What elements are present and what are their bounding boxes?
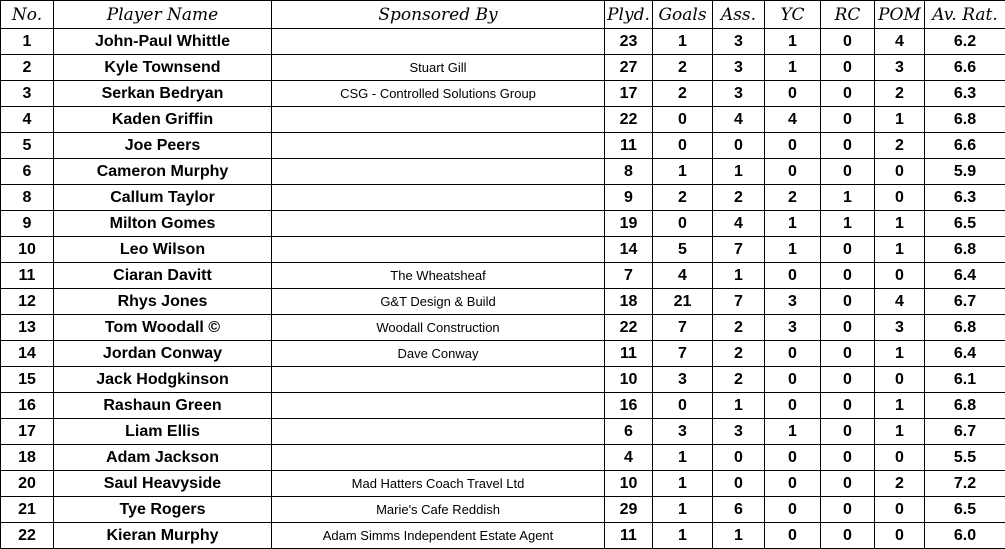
cell-goals: 7: [653, 341, 713, 367]
cell-player-name: Tom Woodall ©: [54, 315, 272, 341]
table-row: [1, 393, 1005, 419]
cell-goals: 1: [653, 523, 713, 549]
cell-player-of-match: 2: [875, 81, 925, 107]
cell-player-of-match: 1: [875, 211, 925, 237]
cell-number: 2: [1, 55, 54, 81]
cell-sponsor: [272, 107, 605, 133]
cell-average-rating: 6.8: [925, 107, 1005, 133]
cell-red-cards: 0: [821, 55, 875, 81]
table-row: [1, 29, 1005, 55]
cell-player-of-match: 4: [875, 29, 925, 55]
cell-yellow-cards: 0: [765, 81, 821, 107]
cell-red-cards: 0: [821, 263, 875, 289]
table-row: [1, 185, 1005, 211]
cell-sponsor: Woodall Construction: [272, 315, 605, 341]
table-body: [1, 29, 1005, 549]
header-no: No.: [1, 1, 54, 29]
cell-player-of-match: 3: [875, 55, 925, 81]
cell-number: 5: [1, 133, 54, 159]
cell-player-of-match: 1: [875, 393, 925, 419]
cell-yellow-cards: 4: [765, 107, 821, 133]
cell-yellow-cards: 0: [765, 133, 821, 159]
cell-assists: 1: [713, 393, 765, 419]
cell-sponsor: CSG - Controlled Solutions Group: [272, 81, 605, 107]
cell-assists: 1: [713, 263, 765, 289]
table-row: [1, 497, 1005, 523]
cell-red-cards: 1: [821, 211, 875, 237]
cell-player-name: Jordan Conway: [54, 341, 272, 367]
cell-played: 27: [605, 55, 653, 81]
cell-yellow-cards: 3: [765, 315, 821, 341]
cell-red-cards: 0: [821, 289, 875, 315]
cell-player-of-match: 2: [875, 133, 925, 159]
cell-player-name: Milton Gomes: [54, 211, 272, 237]
cell-sponsor: [272, 29, 605, 55]
cell-number: 21: [1, 497, 54, 523]
cell-red-cards: 0: [821, 445, 875, 471]
cell-number: 14: [1, 341, 54, 367]
cell-red-cards: 0: [821, 81, 875, 107]
cell-player-name: Liam Ellis: [54, 419, 272, 445]
cell-sponsor: Stuart Gill: [272, 55, 605, 81]
cell-red-cards: 0: [821, 29, 875, 55]
cell-red-cards: 0: [821, 497, 875, 523]
cell-assists: 3: [713, 419, 765, 445]
cell-yellow-cards: 0: [765, 471, 821, 497]
cell-average-rating: 6.2: [925, 29, 1005, 55]
header-sponsored-by: Sponsored By: [272, 1, 605, 29]
header-player-name: Player Name: [54, 1, 272, 29]
cell-sponsor: [272, 211, 605, 237]
cell-number: 22: [1, 523, 54, 549]
cell-number: 9: [1, 211, 54, 237]
cell-average-rating: 6.3: [925, 81, 1005, 107]
cell-average-rating: 6.8: [925, 237, 1005, 263]
cell-player-name: Adam Jackson: [54, 445, 272, 471]
cell-played: 10: [605, 367, 653, 393]
cell-assists: 0: [713, 471, 765, 497]
table-row: [1, 159, 1005, 185]
cell-player-name: Cameron Murphy: [54, 159, 272, 185]
cell-goals: 1: [653, 497, 713, 523]
cell-assists: 0: [713, 133, 765, 159]
cell-assists: 3: [713, 55, 765, 81]
cell-number: 12: [1, 289, 54, 315]
cell-sponsor: [272, 185, 605, 211]
cell-number: 17: [1, 419, 54, 445]
cell-player-of-match: 1: [875, 107, 925, 133]
cell-player-of-match: 2: [875, 471, 925, 497]
cell-yellow-cards: 2: [765, 185, 821, 211]
cell-player-of-match: 3: [875, 315, 925, 341]
cell-average-rating: 6.1: [925, 367, 1005, 393]
cell-average-rating: 6.8: [925, 315, 1005, 341]
cell-goals: 2: [653, 55, 713, 81]
cell-player-name: Tye Rogers: [54, 497, 272, 523]
table-row: [1, 523, 1005, 549]
cell-yellow-cards: 0: [765, 523, 821, 549]
cell-played: 11: [605, 341, 653, 367]
cell-average-rating: 6.7: [925, 419, 1005, 445]
cell-average-rating: 6.6: [925, 133, 1005, 159]
cell-sponsor: [272, 133, 605, 159]
cell-red-cards: 0: [821, 367, 875, 393]
cell-sponsor: [272, 237, 605, 263]
cell-average-rating: 5.9: [925, 159, 1005, 185]
cell-sponsor: The Wheatsheaf: [272, 263, 605, 289]
cell-player-name: Jack Hodgkinson: [54, 367, 272, 393]
table-row: [1, 289, 1005, 315]
table-row: [1, 341, 1005, 367]
cell-played: 6: [605, 419, 653, 445]
header-yellow-cards: YC: [765, 1, 821, 29]
cell-yellow-cards: 0: [765, 367, 821, 393]
cell-red-cards: 0: [821, 107, 875, 133]
cell-number: 1: [1, 29, 54, 55]
cell-played: 4: [605, 445, 653, 471]
cell-player-name: Rashaun Green: [54, 393, 272, 419]
cell-red-cards: 0: [821, 523, 875, 549]
cell-played: 7: [605, 263, 653, 289]
cell-goals: 0: [653, 211, 713, 237]
cell-number: 3: [1, 81, 54, 107]
cell-player-of-match: 0: [875, 523, 925, 549]
cell-red-cards: 0: [821, 471, 875, 497]
cell-player-name: Serkan Bedryan: [54, 81, 272, 107]
cell-average-rating: 6.5: [925, 211, 1005, 237]
cell-yellow-cards: 1: [765, 211, 821, 237]
cell-player-name: Callum Taylor: [54, 185, 272, 211]
cell-player-name: Saul Heavyside: [54, 471, 272, 497]
cell-sponsor: Dave Conway: [272, 341, 605, 367]
cell-player-name: Rhys Jones: [54, 289, 272, 315]
cell-number: 6: [1, 159, 54, 185]
cell-player-of-match: 0: [875, 367, 925, 393]
cell-sponsor: Mad Hatters Coach Travel Ltd: [272, 471, 605, 497]
cell-assists: 0: [713, 445, 765, 471]
cell-red-cards: 0: [821, 159, 875, 185]
cell-average-rating: 5.5: [925, 445, 1005, 471]
cell-number: 11: [1, 263, 54, 289]
cell-goals: 3: [653, 419, 713, 445]
header-goals: Goals: [653, 1, 713, 29]
cell-average-rating: 6.3: [925, 185, 1005, 211]
cell-played: 16: [605, 393, 653, 419]
cell-player-name: Kaden Griffin: [54, 107, 272, 133]
table-row: [1, 107, 1005, 133]
cell-sponsor: [272, 445, 605, 471]
cell-number: 4: [1, 107, 54, 133]
cell-assists: 6: [713, 497, 765, 523]
header-played: Plyd.: [605, 1, 653, 29]
cell-goals: 2: [653, 81, 713, 107]
table-row: [1, 263, 1005, 289]
table-row: [1, 315, 1005, 341]
cell-player-name: Joe Peers: [54, 133, 272, 159]
cell-played: 29: [605, 497, 653, 523]
cell-played: 18: [605, 289, 653, 315]
cell-sponsor: [272, 367, 605, 393]
cell-red-cards: 0: [821, 341, 875, 367]
cell-assists: 4: [713, 211, 765, 237]
table-row: [1, 237, 1005, 263]
cell-average-rating: 6.0: [925, 523, 1005, 549]
table-row: [1, 445, 1005, 471]
cell-average-rating: 6.7: [925, 289, 1005, 315]
table-row: [1, 133, 1005, 159]
cell-sponsor: Marie's Cafe Reddish: [272, 497, 605, 523]
cell-yellow-cards: 0: [765, 159, 821, 185]
header-red-cards: RC: [821, 1, 875, 29]
cell-sponsor: [272, 159, 605, 185]
cell-average-rating: 6.4: [925, 341, 1005, 367]
cell-played: 10: [605, 471, 653, 497]
cell-red-cards: 0: [821, 393, 875, 419]
cell-player-name: John-Paul Whittle: [54, 29, 272, 55]
cell-played: 9: [605, 185, 653, 211]
cell-goals: 1: [653, 445, 713, 471]
cell-played: 22: [605, 315, 653, 341]
cell-number: 18: [1, 445, 54, 471]
cell-average-rating: 6.8: [925, 393, 1005, 419]
cell-number: 20: [1, 471, 54, 497]
cell-sponsor: [272, 419, 605, 445]
cell-number: 13: [1, 315, 54, 341]
cell-player-name: Kieran Murphy: [54, 523, 272, 549]
cell-yellow-cards: 3: [765, 289, 821, 315]
table-row: [1, 419, 1005, 445]
table-row: [1, 367, 1005, 393]
cell-goals: 0: [653, 393, 713, 419]
cell-goals: 1: [653, 159, 713, 185]
header-row: [1, 1, 1005, 29]
cell-player-of-match: 1: [875, 237, 925, 263]
cell-yellow-cards: 0: [765, 497, 821, 523]
cell-player-of-match: 1: [875, 341, 925, 367]
cell-played: 8: [605, 159, 653, 185]
cell-goals: 0: [653, 107, 713, 133]
cell-assists: 1: [713, 523, 765, 549]
cell-yellow-cards: 1: [765, 55, 821, 81]
cell-sponsor: [272, 393, 605, 419]
cell-assists: 3: [713, 81, 765, 107]
cell-assists: 2: [713, 367, 765, 393]
cell-assists: 2: [713, 185, 765, 211]
cell-average-rating: 6.4: [925, 263, 1005, 289]
cell-goals: 4: [653, 263, 713, 289]
cell-yellow-cards: 0: [765, 445, 821, 471]
cell-number: 16: [1, 393, 54, 419]
cell-sponsor: G&T Design & Build: [272, 289, 605, 315]
cell-assists: 4: [713, 107, 765, 133]
cell-assists: 7: [713, 237, 765, 263]
table-row: [1, 81, 1005, 107]
cell-goals: 3: [653, 367, 713, 393]
cell-red-cards: 0: [821, 315, 875, 341]
cell-assists: 2: [713, 341, 765, 367]
cell-player-name: Kyle Townsend: [54, 55, 272, 81]
cell-red-cards: 0: [821, 133, 875, 159]
table-row: [1, 471, 1005, 497]
cell-goals: 1: [653, 471, 713, 497]
cell-average-rating: 6.5: [925, 497, 1005, 523]
cell-player-name: Ciaran Davitt: [54, 263, 272, 289]
cell-played: 23: [605, 29, 653, 55]
cell-played: 17: [605, 81, 653, 107]
cell-played: 22: [605, 107, 653, 133]
cell-yellow-cards: 0: [765, 393, 821, 419]
cell-red-cards: 0: [821, 237, 875, 263]
cell-assists: 1: [713, 159, 765, 185]
cell-average-rating: 7.2: [925, 471, 1005, 497]
cell-goals: 21: [653, 289, 713, 315]
cell-player-of-match: 0: [875, 445, 925, 471]
cell-yellow-cards: 0: [765, 341, 821, 367]
cell-player-of-match: 0: [875, 497, 925, 523]
cell-goals: 2: [653, 185, 713, 211]
cell-goals: 0: [653, 133, 713, 159]
cell-player-of-match: 1: [875, 419, 925, 445]
cell-number: 15: [1, 367, 54, 393]
header-assists: Ass.: [713, 1, 765, 29]
cell-played: 11: [605, 523, 653, 549]
cell-player-of-match: 0: [875, 185, 925, 211]
cell-goals: 5: [653, 237, 713, 263]
cell-goals: 1: [653, 29, 713, 55]
cell-player-of-match: 0: [875, 263, 925, 289]
cell-played: 14: [605, 237, 653, 263]
cell-played: 11: [605, 133, 653, 159]
table-row: [1, 211, 1005, 237]
header-average-rating: Av. Rat.: [925, 1, 1005, 29]
cell-played: 19: [605, 211, 653, 237]
cell-player-of-match: 0: [875, 159, 925, 185]
cell-player-name: Leo Wilson: [54, 237, 272, 263]
cell-yellow-cards: 1: [765, 237, 821, 263]
cell-assists: 7: [713, 289, 765, 315]
cell-number: 10: [1, 237, 54, 263]
cell-average-rating: 6.6: [925, 55, 1005, 81]
cell-sponsor: Adam Simms Independent Estate Agent: [272, 523, 605, 549]
cell-yellow-cards: 1: [765, 419, 821, 445]
cell-yellow-cards: 1: [765, 29, 821, 55]
table-row: [1, 55, 1005, 81]
cell-red-cards: 0: [821, 419, 875, 445]
cell-red-cards: 1: [821, 185, 875, 211]
cell-number: 8: [1, 185, 54, 211]
cell-goals: 7: [653, 315, 713, 341]
cell-assists: 2: [713, 315, 765, 341]
cell-yellow-cards: 0: [765, 263, 821, 289]
cell-assists: 3: [713, 29, 765, 55]
header-player-of-match: POM: [875, 1, 925, 29]
cell-player-of-match: 4: [875, 289, 925, 315]
